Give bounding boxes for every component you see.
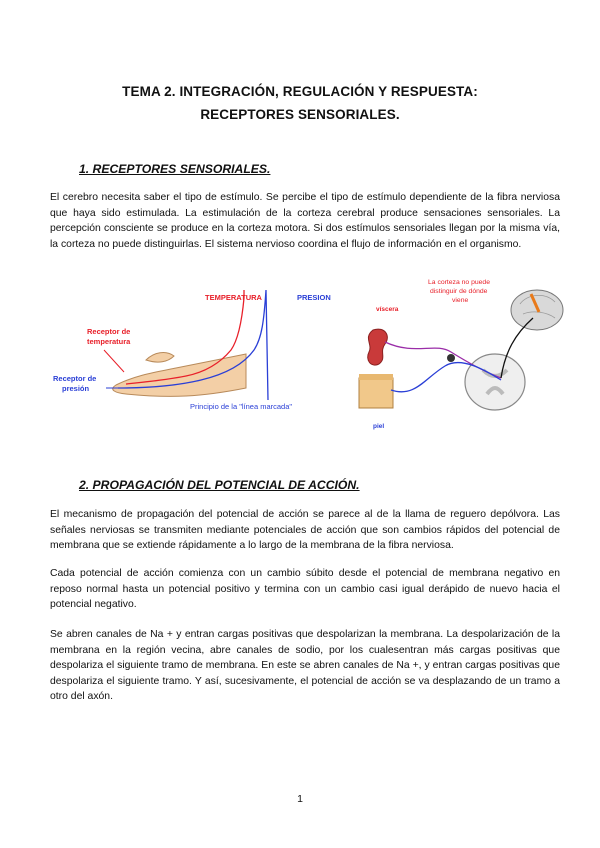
convergence-figure [355,282,570,432]
section1-heading: 1. RECEPTORES SENSORIALES. [79,162,271,176]
pressure-receptor-label-2: presión [62,384,90,393]
temperature-receptor-label-2: temperatura [87,337,131,346]
pressure-receptor-label-1: Receptor de [53,374,97,383]
section2-paragraph2: Cada potencial de acción comienza con un cambio súbito desde el potencial de membrana negativo en reposo normal hasta un potencial positivo y termina con un cambio casi igual derápido de nuevo hacia el potencial negativo. [50,568,560,611]
pressure-label: PRESION [297,293,331,302]
section2-paragraph3: Se abren canales de Na + y entran cargas positivas que despolarizan la membrana. La despolarización de la membrana en la región vecina, abre canales de sodio, por los cualesentran más cargas positivas que despolariza el siguiente tramo de membrana. En este se abren canales de Na +, y entran cargas positivas que despolariza el siguiente tramo. Y así, sucesivamente, el potencial de acción se va desplazando de un tramo a otro del axón. [50,629,560,703]
skin-illustration [359,378,393,408]
section2-heading: 2. PROPAGACIÓN DEL POTENCIAL DE ACCIÓN. [79,478,360,492]
section2-paragraph1: El mecanismo de propagación del potencial de acción se parece al de la llama de reguero depólvora. Las señales nerviosas se transmiten mediante potenciales de acción que son cambios rápidos del potencial de membrana que se extiende rápidamente a lo largo de la membrana de la fibra nerviosa. [50,509,560,552]
temperature-label: TEMPERATURA [205,293,262,302]
viscera-illustration [368,329,388,365]
viscera-label: víscera [376,306,399,313]
section1-paragraph: El cerebro necesita saber el tipo de estímulo. Se percibe el tipo de estímulo dependiente de la fibra nerviosa que haya sido estimulada. La estimulación de la corteza cerebral produce sensaciones sensoriales. La percepción consciente se produce en la corteza motora. Si dos estímulos sensoriales llegan por la misma vía, la corteza no puede distinguirlas. El sistema nervioso coordina el flujo de información en el organismo. [50,192,560,250]
spinal-cord-illustration [465,354,525,410]
page-number: 1 [297,793,303,805]
cortex-label-1: La corteza no puede [428,279,490,286]
cortex-label-3: viene [452,297,469,304]
page-title-line2: RECEPTORES SENSORIALES. [200,107,400,122]
hand-illustration [113,354,246,396]
labeled-line-caption: Principio de la "línea marcada" [190,402,293,411]
temperature-receptor-label-1: Receptor de [87,327,131,336]
skin-label: piel [373,423,385,430]
page-title-line1: TEMA 2. INTEGRACIÓN, REGULACIÓN Y RESPUESTA: [122,84,478,99]
cortex-label-2: distinguir de dónde [430,288,488,295]
